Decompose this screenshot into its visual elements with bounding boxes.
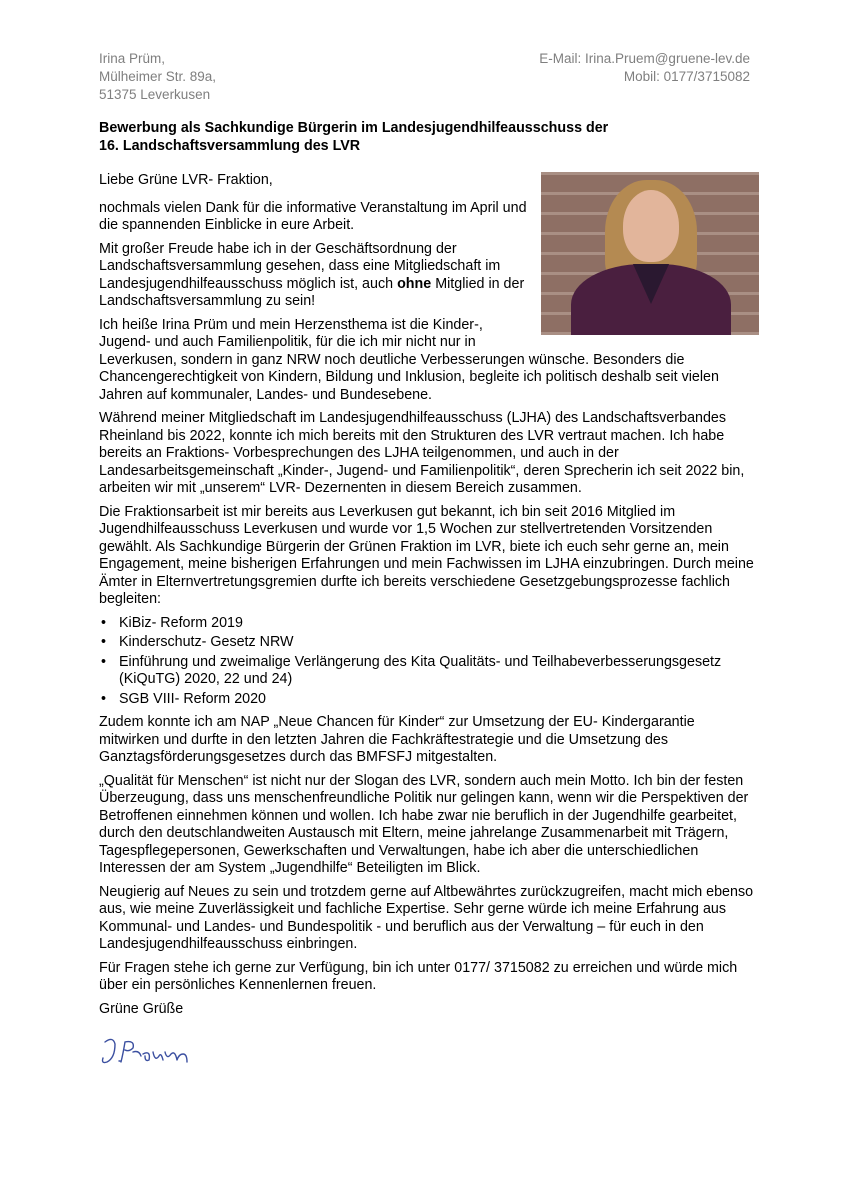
contact-email: E-Mail: Irina.Pruem@gruene-lev.de	[539, 51, 750, 66]
portrait-photo	[541, 172, 759, 335]
paragraph-6: Zudem konnte ich am NAP „Neue Chancen für Kinder“ zur Umsetzung der EU- Kindergarantie mitwirken und durfte in den letzten Jahren die Fachkräftestrategie und die Umsetzung des Ganztagsförderungsgesetzes durch das BMFSFJ mitgestalten.	[99, 714, 695, 765]
list-item: • Einführung und zweimalige Verlängerung des Kita Qualitäts- und Teilhabeverbesserungsgesetz (KiQuTG) 2020, 22 und 24)	[99, 654, 759, 689]
sender-name: Irina Prüm,	[99, 51, 166, 66]
paragraph-2-bold: ohne	[397, 275, 432, 292]
salutation: Liebe Grüne LVR- Fraktion,	[99, 172, 273, 188]
paragraph-4: Während meiner Mitgliedschaft im Landesjugendhilfeausschuss (LJHA) des Landschaftsverbandes Rheinland bis 2022, konnte ich mich bereits mit den Strukturen des LVR vertraut machen. Ich habe bereits an Fraktions- Vorbesprechungen des LJHA teilgenommen, und auch in der Landesarbeitsgemeinschaft „Kinder-, Jugend- und Familienpolitik“, deren Sprecherin ich seit 2022 bin, arbeiten wir mit „unserem“ LVR- Dezernenten in diesem Bereich zusammen.	[99, 410, 745, 496]
paragraph-3: Ich heiße Irina Prüm und mein Herzensthema ist die Kinder-, Jugend- und auch Familienpolitik, für die ich mir nicht nur in Leverkusen, sondern in ganz NRW noch deutliche Verbesserungen wünsche. Besonders die Chancengerechtigkeit von Kindern, Bildung und Inklusion, begleite ich politisch deshalb seit vielen Jahren auf kommunaler, Landes- und Bundesebene.	[99, 316, 719, 403]
paragraph-8: Neugierig auf Neues zu sein und trotzdem gerne auf Altbewährtes zurückzugreifen, macht mich ebenso aus, wie meine Zuverlässigkeit und fachliche Expertise. Sehr gerne würde ich meine Erfahrung aus Kommunal- und Landes- und Bundespolitik - und beruflich aus der Verwaltung – für euch in den Landesjugendhilfeausschuss einbringen.	[99, 883, 754, 952]
paragraph-9: Für Fragen stehe ich gerne zur Verfügung, bin ich unter 0177/ 3715082 zu erreichen und würde mich über ein persönliches Kennenlernen freuen.	[99, 959, 738, 993]
legislation-list	[99, 615, 759, 709]
contact-mobile: Mobil: 0177/3715082	[623, 69, 750, 84]
paragraph-1: nochmals vielen Dank für die informative Veranstaltung im April und die spannenden Einblicke in eure Arbeit.	[99, 199, 527, 233]
list-item: • Kinderschutz- Gesetz NRW	[99, 634, 759, 652]
list-item: • SGB VIII- Reform 2020	[99, 691, 759, 709]
sender-address	[99, 50, 216, 104]
list-item: • KiBiz- Reform 2019	[99, 615, 759, 633]
subject-line-2: 16. Landschaftsversammlung des LVR	[99, 138, 361, 154]
paragraph-5: Die Fraktionsarbeit ist mir bereits aus Leverkusen gut bekannt, ich bin seit 2016 Mitglied im Jugendhilfeausschuss Leverkusen und wurde vor 1,5 Wochen zur stellvertretenden Vorsitzenden gewählt. Als Sachkundige Bürgerin der Grünen Fraktion im LVR, biete ich euch sehr gerne an, mein Engagement, meine bisherigen Erfahrungen und mein Fachwissen im LJHA einzubringen. Durch meine Ämter in Elternvertretungsgremien durfte ich bereits verschiedene Gesetzgebungsprozesse fachlich begleiten:	[99, 503, 754, 607]
subject-line	[99, 119, 759, 155]
letter-body	[99, 172, 759, 1074]
sender-street: Mülheimer Str. 89a,	[99, 69, 217, 84]
subject-line-1: Bewerbung als Sachkundige Bürgerin im Landesjugendhilfeausschuss der	[99, 120, 609, 136]
closing: Grüne Grüße	[99, 1000, 184, 1017]
sender-city: 51375 Leverkusen	[99, 87, 211, 102]
paragraph-7: „Qualität für Menschen“ ist nicht nur der Slogan des LVR, sondern auch mein Motto. Ich bin der festen Überzeugung, dass uns menschenfreundliche Politik nur gelingen kann, wenn wir die Perspektiven der Betroffenen einnehmen können und wollen. Ich habe zwar nie beruflich in der Jugendhilfe gearbeitet, durch den deutschlandweiten Austausch mit Eltern, meine jahrelange Zusammenarbeit mit Trägern, Tagespflegepersonen, Gewerkschaften und Verwaltungen, habe ich aber die unterschiedlichen Interessen der am System „Jugendhilfe“ Beteiligten im Blick.	[99, 772, 749, 876]
photo-face-shape	[623, 190, 679, 262]
paragraph-2-text-b: Mitglied in der Landschaftsversammlung zu sein!	[99, 275, 525, 309]
contact-info	[539, 50, 750, 86]
paragraph-2-text-a: Mit großer Freude habe ich in der Geschäftsordnung der Landschaftsversammlung gesehen, dass eine Mitgliedschaft im Landesjugendhilfeausschuss möglich ist, auch	[99, 240, 501, 292]
signature-image	[99, 1034, 219, 1068]
